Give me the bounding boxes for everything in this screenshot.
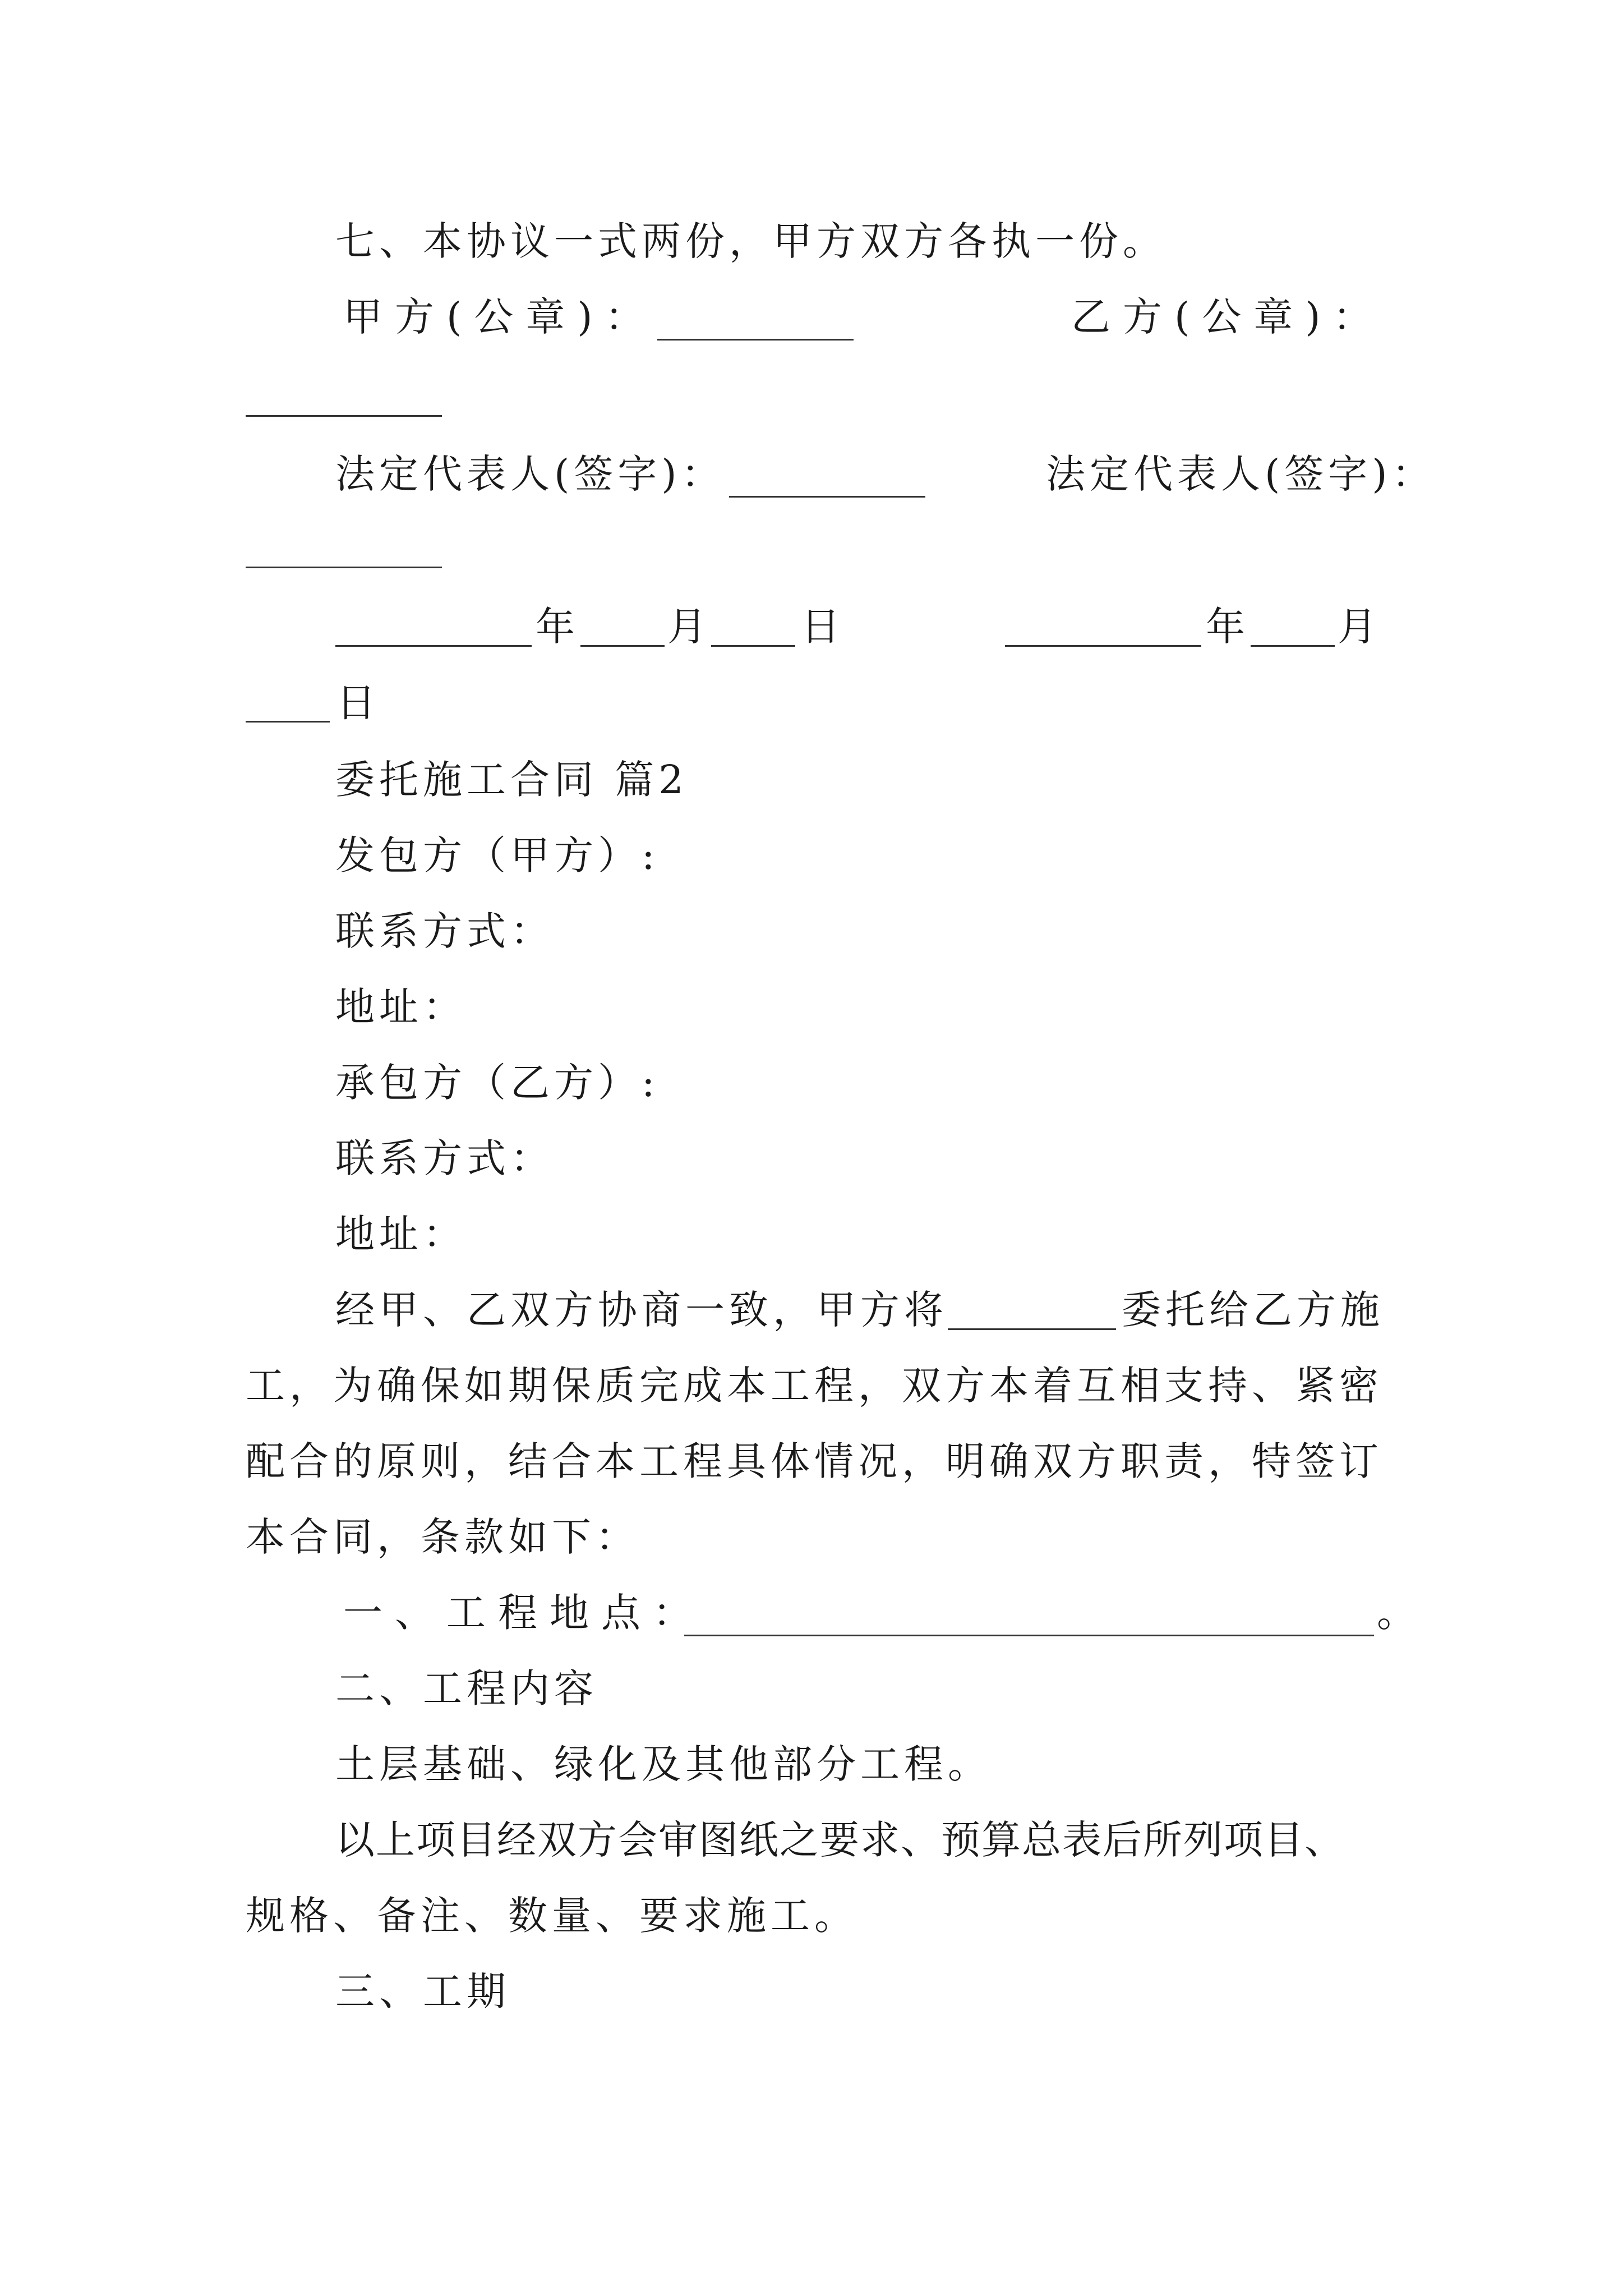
date-a-year-label: 年 <box>536 604 579 650</box>
date-a-month-blank[interactable] <box>580 611 665 647</box>
party-a-seal-label: 甲方(公章)： <box>343 294 657 340</box>
date-a-day-blank[interactable] <box>711 611 795 647</box>
party-b-seal-label: 乙方(公章)： <box>1071 294 1385 340</box>
date-b-year-blank[interactable] <box>1005 611 1201 647</box>
section-heading: 委托施工合同 篇2 <box>335 757 688 803</box>
date-b-month-blank[interactable] <box>1251 611 1335 647</box>
legal-rep-b-label: 法定代表人(签字)： <box>1046 451 1436 497</box>
date-a-day-label: 日 <box>801 604 845 650</box>
clause-1-end: 。 <box>1377 1590 1421 1636</box>
legal-rep-a-blank[interactable] <box>729 462 925 498</box>
contractor-address-label: 地址： <box>335 1211 467 1257</box>
intro-line4: 本合同，条款如下： <box>246 1514 639 1560</box>
date-b-year-label: 年 <box>1206 604 1249 650</box>
intro-part2: 委托给乙方施 <box>1122 1287 1384 1333</box>
contractor-label: 承包方（乙方）: <box>335 1060 660 1106</box>
clause-3-heading: 三、工期 <box>335 1968 510 2014</box>
intro-line2: 工，为确保如期保质完成本工程，双方本着互相支持、紧密 <box>246 1363 1383 1409</box>
date-a-year-blank[interactable] <box>335 611 532 647</box>
intro-part1: 经甲、乙双方协商一致，甲方将 <box>335 1287 948 1333</box>
employer-address-label: 地址： <box>335 984 467 1030</box>
employer-contact-label: 联系方式： <box>335 908 554 954</box>
date-b-day-blank[interactable] <box>246 687 330 723</box>
clause-2-body: 土层基础、绿化及其他部分工程。 <box>335 1741 992 1787</box>
party-b-seal-blank[interactable] <box>246 381 442 417</box>
legal-rep-a-label: 法定代表人(签字)： <box>335 451 725 497</box>
clause-2-heading: 二、工程内容 <box>335 1665 598 1711</box>
date-b-day-label: 日 <box>336 680 380 726</box>
project-location-blank[interactable] <box>684 1601 1374 1636</box>
legal-rep-b-blank[interactable] <box>246 533 442 568</box>
project-name-blank[interactable] <box>948 1295 1116 1330</box>
employer-label: 发包方（甲方）: <box>335 832 660 878</box>
contractor-contact-label: 联系方式： <box>335 1135 554 1181</box>
clause-2-note-line2: 规格、备注、数量、要求施工。 <box>246 1893 858 1939</box>
date-a-month-label: 月 <box>667 604 711 650</box>
party-a-seal-blank[interactable] <box>657 305 854 341</box>
clause-7: 七、本协议一式两份，甲方双方各执一份。 <box>335 218 1166 264</box>
clause-2-note-line1: 以上项目经双方会审图纸之要求、预算总表后所列项目、 <box>335 1817 1345 1863</box>
intro-line3: 配合的原则，结合本工程具体情况，明确双方职责，特签订 <box>246 1438 1383 1484</box>
date-b-month-label: 月 <box>1338 604 1381 650</box>
clause-1-label: 一、工程地点： <box>343 1590 704 1636</box>
